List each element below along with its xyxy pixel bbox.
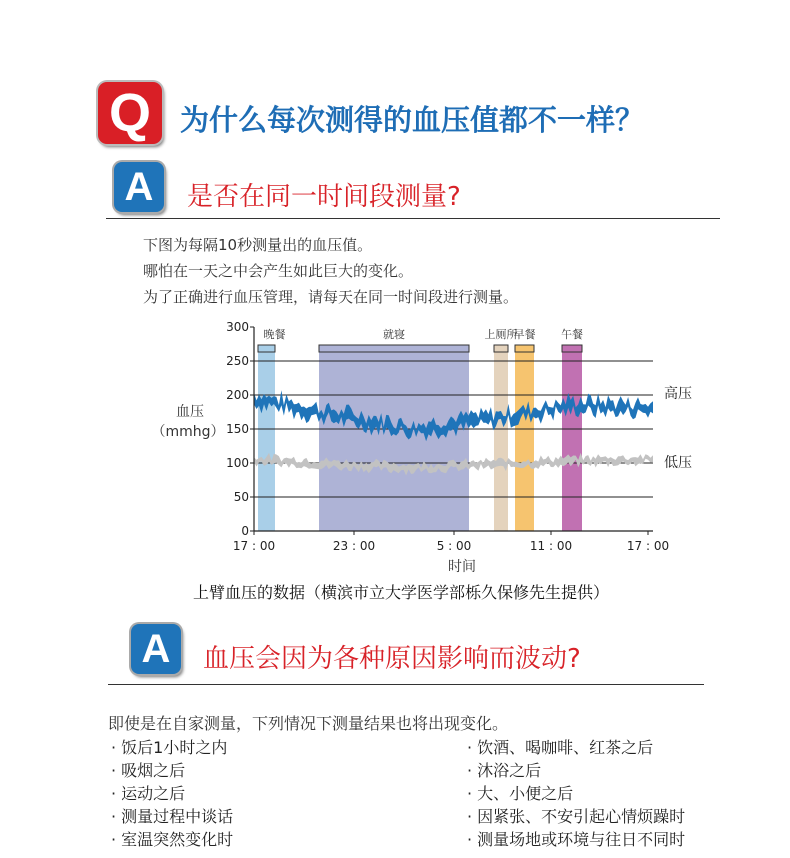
y-tick-label: 50 — [233, 490, 249, 504]
period-tab — [258, 345, 275, 352]
y-tick-label: 300 — [226, 320, 249, 334]
y-tick-label: 100 — [226, 456, 249, 470]
period-label: 就寝 — [383, 328, 405, 341]
period-band — [319, 345, 469, 531]
period-tab — [319, 345, 469, 352]
answer-title-1: 是否在同一时间段测量? — [187, 182, 461, 212]
intro-line: 下图为每隔10秒测量出的血压值。 — [143, 236, 373, 254]
intro-line: 为了正确进行血压管理，请每天在同一时间段进行测量。 — [143, 288, 519, 306]
section-divider-2 — [108, 684, 704, 685]
condition-list-right — [467, 736, 685, 851]
answer-badge-1: A — [114, 162, 164, 212]
period-label: 午餐 — [561, 328, 583, 341]
list-item: · 沐浴之后 — [467, 759, 685, 782]
list-item: · 饮酒、喝咖啡、红茶之后 — [467, 736, 685, 759]
list-item: · 测量过程中谈话 — [111, 805, 233, 828]
answer-title-2: 血压会因为各种原因影响而波动? — [203, 644, 581, 674]
period-band — [562, 345, 582, 531]
list-item: · 饭后1小时之内 — [111, 736, 233, 759]
chart-caption: 上臂血压的数据（横滨市立大学医学部栎久保修先生提供） — [193, 583, 610, 602]
intro-line: 哪怕在一天之中会产生如此巨大的变化。 — [143, 262, 414, 280]
list-item: · 吸烟之后 — [111, 759, 233, 782]
y-tick-label: 0 — [241, 524, 249, 538]
y-axis-title: 血压 — [176, 404, 204, 420]
list-item: · 大、小便之后 — [467, 782, 685, 805]
x-tick-label: 5 : 00 — [436, 539, 472, 553]
list-item: · 运动之后 — [111, 782, 233, 805]
y-tick-label: 250 — [226, 354, 249, 368]
series-label: 高压 — [664, 386, 692, 402]
y-axis-unit: （mmhg） — [151, 424, 225, 440]
list-item: · 室温突然变化时 — [111, 828, 233, 851]
series-label: 低压 — [664, 455, 692, 471]
answer-intro-2: 即使是在自家测量，下列情况下测量结果也将出现变化。 — [108, 714, 509, 733]
x-tick-label: 23 : 00 — [332, 539, 376, 553]
period-tab — [494, 345, 508, 352]
period-label: 上厕所 — [484, 328, 518, 341]
condition-list-left — [111, 736, 233, 851]
x-tick-label: 17 : 00 — [232, 539, 276, 553]
period-tab — [515, 345, 534, 352]
question-badge: Q — [98, 82, 162, 144]
list-item: · 因紧张、不安引起心情烦躁时 — [467, 805, 685, 828]
period-label: 晚餐 — [263, 328, 286, 341]
period-band — [515, 345, 534, 531]
period-tab — [562, 345, 582, 352]
x-axis-title: 时间 — [448, 559, 476, 575]
period-band — [494, 345, 508, 531]
period-label: 早餐 — [513, 328, 536, 341]
answer-badge-2: A — [131, 624, 181, 674]
question-title: 为什么每次测得的血压值都不一样？ — [180, 103, 645, 137]
period-band — [258, 345, 275, 531]
list-item: · 测量场地或环境与往日不同时 — [467, 828, 685, 851]
y-tick-label: 200 — [226, 388, 249, 402]
x-tick-label: 17 : 00 — [626, 539, 670, 553]
x-tick-label: 11 : 00 — [529, 539, 573, 553]
y-tick-label: 150 — [226, 422, 249, 436]
